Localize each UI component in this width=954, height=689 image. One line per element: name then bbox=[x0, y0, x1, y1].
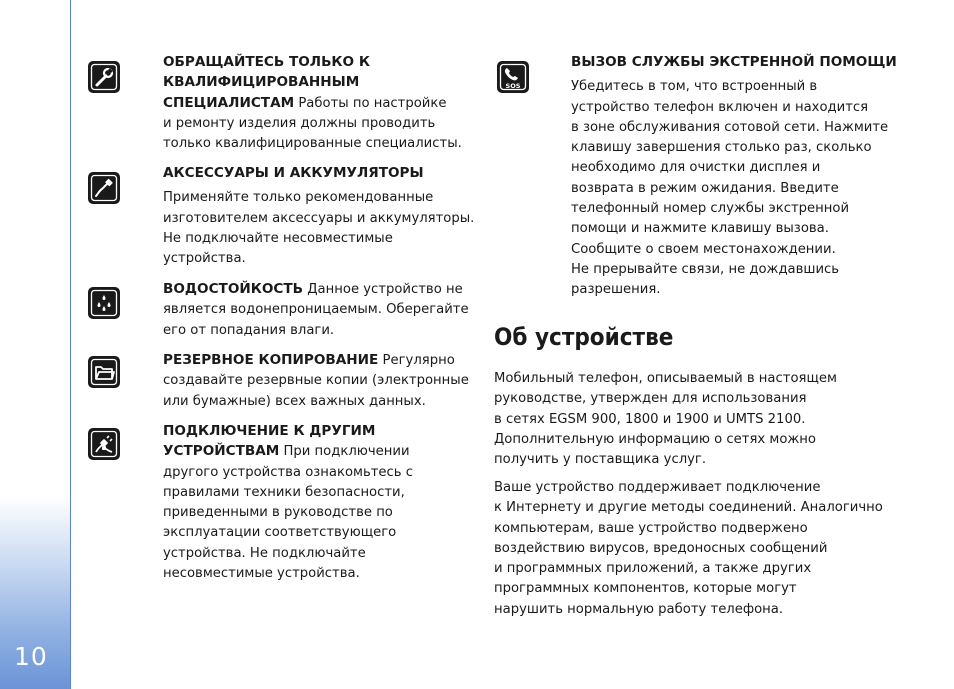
item-heading-line: СПЕЦИАЛИСТАМ bbox=[163, 94, 295, 111]
item-body-text: эксплуатации соответствующего bbox=[163, 525, 397, 541]
item-body-text: и ремонту изделия должны проводить bbox=[163, 115, 436, 131]
item-body-text: или бумажные) всех важных данных. bbox=[163, 393, 426, 409]
folder-icon bbox=[88, 356, 120, 388]
qualified-service-item bbox=[163, 52, 462, 154]
paragraph-line: в сетях EGSM 900, 1800 и 1900 и UMTS 2100. bbox=[494, 411, 806, 427]
water-resistance-item bbox=[163, 279, 469, 341]
paragraph-line: получить у поставщика услуг. bbox=[494, 452, 707, 468]
item-body-text: является водонепроницаемым. Оберегайте bbox=[163, 302, 469, 318]
item-body-text: несовместимые устройства. bbox=[163, 566, 360, 582]
water-drops-icon bbox=[88, 287, 120, 319]
item-body-text: приведенными в руководстве по bbox=[163, 505, 393, 521]
page-number: 10 bbox=[14, 642, 48, 671]
item-body-text: необходимо для очистки дисплея и bbox=[571, 160, 821, 176]
item-body-text: Сообщите о своем местонахождении. bbox=[571, 241, 836, 257]
device-paragraph-1 bbox=[494, 369, 886, 470]
item-heading-line: ПОДКЛЮЧЕНИЕ К ДРУГИМ bbox=[163, 423, 376, 439]
item-body-text: в зоне обслуживания сотовой сети. Нажмите bbox=[571, 119, 889, 135]
paragraph-line: к Интернету и другие методы соединений. Аналогично bbox=[494, 500, 883, 516]
item-body-text: Не прерывайте связи, не дождавшись bbox=[571, 261, 840, 277]
paragraph-line: Дополнительную информацию о сетях можно bbox=[494, 431, 816, 447]
backup-item bbox=[163, 350, 469, 412]
paragraph-line: и программных приложений, а также других bbox=[494, 561, 812, 577]
item-body-text: изготовителем аксессуары и аккумуляторы. bbox=[163, 210, 475, 226]
cable-icon bbox=[88, 172, 120, 204]
paragraph-line: воздействию вирусов, вредоносных сообщений bbox=[494, 540, 828, 556]
item-body-text: только квалифицированные специалисты. bbox=[163, 136, 462, 152]
item-body-text: его от попадания влаги. bbox=[163, 322, 335, 338]
item-body-text: клавишу завершения столько раз, сколько bbox=[571, 140, 872, 156]
item-heading-line: РЕЗЕРВНОЕ КОПИРОВАНИЕ bbox=[163, 352, 379, 368]
paragraph-line: нарушить нормальную работу телефона. bbox=[494, 601, 784, 617]
plug-icon bbox=[88, 428, 120, 460]
item-body-text: разрешения. bbox=[571, 282, 661, 298]
section-title: Об устройстве bbox=[494, 323, 674, 351]
item-body-text: устройства. bbox=[163, 251, 246, 267]
item-heading-line: КВАЛИФИЦИРОВАННЫМ bbox=[163, 74, 360, 91]
item-body-text: устройство телефон включен и находится bbox=[571, 99, 869, 115]
item-body-text: правилами техники безопасности, bbox=[163, 484, 405, 500]
item-body-text: Не подключайте несовместимые bbox=[163, 230, 393, 246]
item-body-text: телефонный номер службы экстренной bbox=[571, 201, 850, 217]
item-body-text: устройства. Не подключайте bbox=[163, 545, 366, 561]
item-body-text: Данное устройство не bbox=[307, 282, 463, 297]
device-paragraph-2 bbox=[494, 478, 886, 620]
item-body-text: помощи и нажмите клавишу вызова. bbox=[571, 221, 829, 237]
page-sidebar bbox=[0, 0, 71, 689]
paragraph-line: руководстве, утвержден для использования bbox=[494, 391, 807, 407]
sos-label: SOS bbox=[505, 82, 521, 90]
paragraph-line: Ваше устройство поддерживает подключение bbox=[494, 480, 821, 495]
item-body-text: Регулярно bbox=[382, 353, 455, 368]
emergency-calls-item bbox=[571, 52, 897, 301]
item-body-text: создавайте резервные копии (электронные bbox=[163, 373, 469, 389]
paragraph-line: Мобильный телефон, описываемый в настоящем bbox=[494, 371, 837, 386]
item-body-text: Убедитесь в том, что встроенный в bbox=[571, 79, 818, 95]
item-body-text: Применяйте только рекомендованные bbox=[163, 190, 434, 206]
accessories-item bbox=[163, 163, 474, 269]
item-heading-line: ВОДОСТОЙКОСТЬ bbox=[163, 281, 304, 297]
paragraph-line: программных компонентов, которые могут bbox=[494, 581, 797, 597]
item-body-text: другого устройства ознакомьтесь с bbox=[163, 464, 414, 480]
item-heading-line: УСТРОЙСТВАМ bbox=[163, 443, 280, 460]
item-body-text: возврата в режим ожидания. Введите bbox=[571, 180, 839, 196]
item-body-text: Работы по настройке bbox=[298, 95, 447, 111]
item-heading-line: ВЫЗОВ СЛУЖБЫ ЭКСТРЕННОЙ ПОМОЩИ bbox=[571, 54, 897, 70]
item-heading-line: ОБРАЩАЙТЕСЬ ТОЛЬКО К bbox=[163, 54, 370, 70]
item-body-text: При подключении bbox=[283, 444, 410, 460]
connecting-item bbox=[163, 421, 413, 584]
wrench-icon bbox=[88, 61, 120, 93]
item-heading-line: АКСЕССУАРЫ И АККУМУЛЯТОРЫ bbox=[163, 165, 424, 181]
paragraph-line: компьютерам, ваше устройство подвержено bbox=[494, 520, 808, 536]
sos-phone-icon bbox=[497, 61, 529, 93]
